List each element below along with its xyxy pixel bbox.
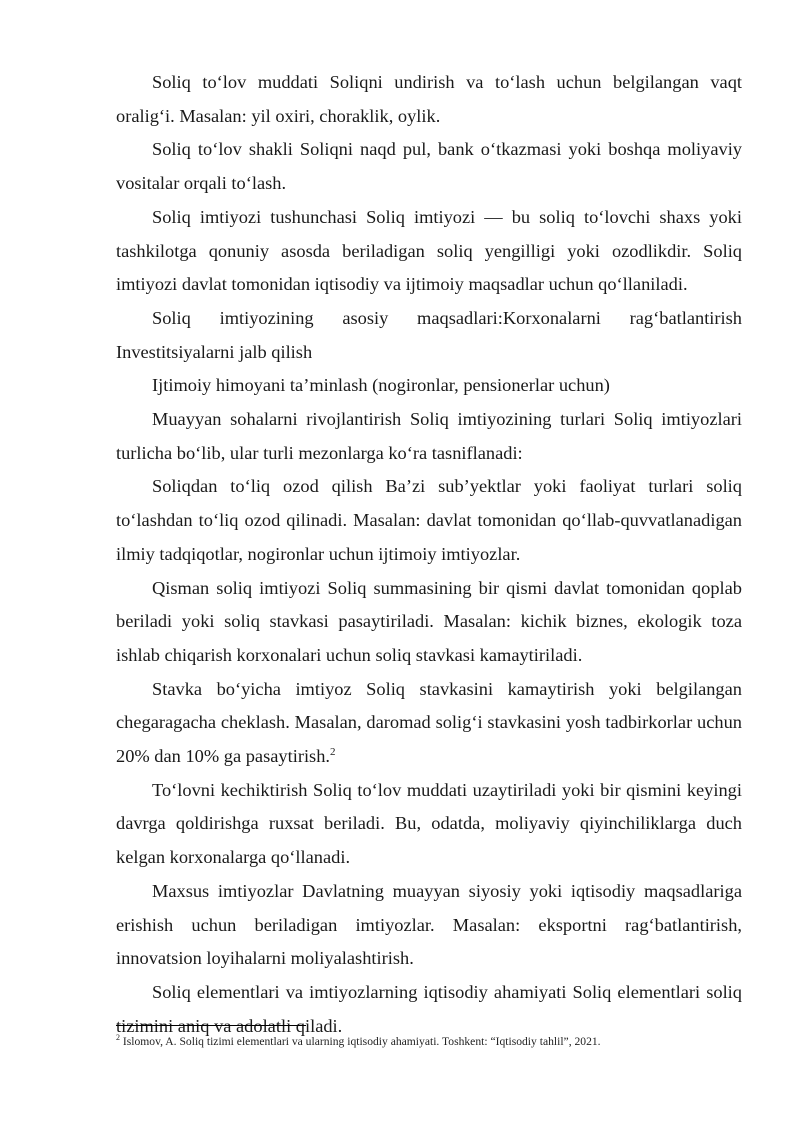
- paragraph: Soliqdan to‘liq ozod qilish Ba’zi sub’yektlar yoki faoliyat turlari soliq to‘lashdan to‘liq ozod qilinadi. Masalan: davlat tomonidan qo‘llab-quvvatlanadigan ilmiy tadqiqotlar, nogironlar uchun ijtimoiy imtiyozlar.: [116, 476, 742, 564]
- paragraph: Soliq imtiyozining asosiy maqsadlari:Korxonalarni rag‘batlantirish: [152, 307, 742, 328]
- paragraph: [116, 673, 742, 774]
- footnote-number: 2: [116, 1033, 120, 1043]
- paragraph: Soliq imtiyozi tushunchasi Soliq imtiyozi — bu soliq to‘lovchi shaxs yoki tashkilotga qonuniy asosda beriladigan soliq yengilligi yoki ozodlikdir. Soliq imtiyozi davlat tomonidan iqtisodiy va ijtimoiy maqsadlar uchun qo‘llaniladi.: [116, 206, 742, 295]
- paragraph: Soliq to‘lov shakli Soliqni naqd pul, bank o‘tkazmasi yoki boshqa moliyaviy vositalar orqali to‘lash.: [116, 139, 742, 194]
- paragraph: Muayyan sohalarni rivojlantirish Soliq imtiyozining turlari Soliq imtiyozlari turlicha bo‘lib, ular turli mezonlarga ko‘ra tasniflanadi:: [116, 409, 742, 463]
- body-text: [116, 66, 742, 1043]
- footnote-text: Islomov, A. Soliq tizimi elementlari va ularning iqtisodiy ahamiyati. Toshkent: “Iqtisodiy tahlil”, 2021.: [120, 1035, 601, 1048]
- paragraph: Ijtimoiy himoyani ta’minlash (nogironlar, pensionerlar uchun): [152, 375, 610, 396]
- paragraph: To‘lovni kechiktirish Soliq to‘lov muddati uzaytiriladi yoki bir qismini keyingi davrga qoldirishga ruxsat beriladi. Bu, odatda, moliyaviy qiyinchiliklarga duch kelgan korxonalarga qo‘llanadi.: [116, 779, 742, 868]
- footnote-divider: [116, 1025, 306, 1026]
- paragraph: Maxsus imtiyozlar Davlatning muayyan siyosiy yoki iqtisodiy maqsadlariga erishish uchun beriladigan imtiyozlar. Masalan: eksportni rag‘batlantirish, innovatsion loyihalarni moliyalashtirish.: [116, 880, 742, 969]
- footnote: [116, 1034, 756, 1049]
- paragraph: Investitsiyalarni jalb qilish: [116, 341, 313, 362]
- footnote-reference: 2: [330, 745, 336, 758]
- paragraph: Soliq elementlari va imtiyozlarning iqtisodiy ahamiyati Soliq elementlari soliq tizimini aniq va adolatli qiladi.: [116, 981, 742, 1036]
- paragraph-text: Stavka bo‘yicha imtiyoz Soliq stavkasini kamaytirish yoki belgilangan chegaragacha cheklash. Masalan, daromad solig‘i stavkasini yosh tadbirkorlar uchun 20% dan 10% ga pasaytirish.: [116, 678, 742, 767]
- paragraph: Qisman soliq imtiyozi Soliq summasining bir qismi davlat tomonidan qoplab beriladi yoki soliq stavkasi pasaytiriladi. Masalan: kichik biznes, ekologik toza ishlab chiqarish korxonalari uchun soliq stavkasi kamaytiriladi.: [116, 577, 742, 665]
- paragraph: Soliq to‘lov muddati Soliqni undirish va to‘lash uchun belgilangan vaqt oralig‘i. Masalan: yil oxiri, choraklik, oylik.: [116, 72, 742, 126]
